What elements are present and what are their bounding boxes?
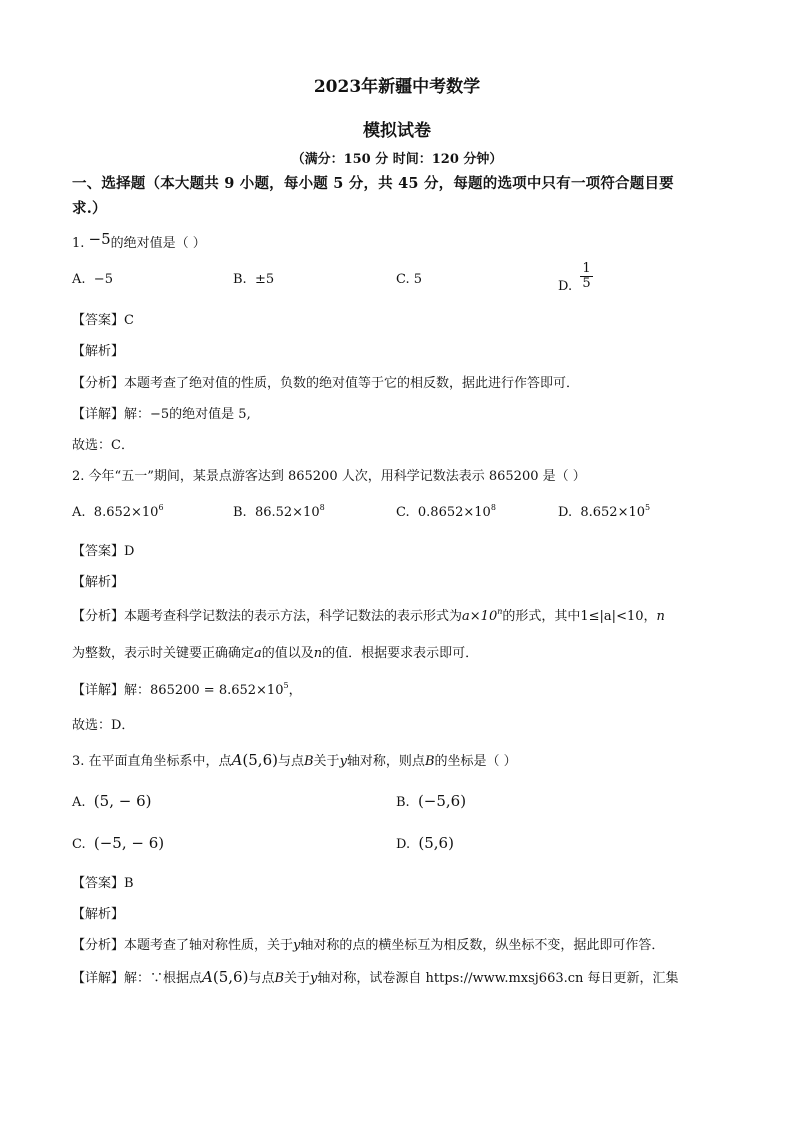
detail-text: 【详解】解：∵根据点A(5,6)与点B关于y轴对称，试卷源自 https://www.mxsj663.cn 每日更新，汇集 bbox=[72, 968, 679, 986]
option-c: C. $0.8652\times 10^8$ bbox=[396, 503, 496, 520]
option-b: B. (−5,6) bbox=[396, 792, 467, 810]
question-3: 3. 在平面直角坐标系中，点A(5,6)与点B关于y轴对称，则点B的坐标是（ ） bbox=[72, 751, 517, 769]
option-d: D. $8.652\times 10^5$ bbox=[558, 503, 651, 520]
option-b: B. $86.52\times 10^8$ bbox=[233, 503, 325, 520]
choice-result: 故选：D． bbox=[72, 718, 135, 733]
analysis-tag: 【解析】 bbox=[72, 344, 125, 359]
section-heading-cont: 求.） bbox=[72, 200, 107, 217]
exam-info: （满分：150 分 时间：120 分钟） bbox=[291, 152, 503, 167]
analysis-text: 【分析】本题考查了轴对称性质，关于y轴对称的点的横坐标互为相反数，纵坐标不变，据此即可作答． bbox=[72, 938, 665, 953]
question-number: 3. bbox=[72, 754, 85, 769]
question-2 bbox=[72, 465, 586, 484]
analysis-text: 【分析】本题考查科学记数法的表示方法，科学记数法的表示形式为$a\times 10^n$的形式，其中1≤|a|<10，n bbox=[72, 607, 665, 624]
section-heading: 一、选择题（本大题共 9 小题，每小题 5 分，共 45 分，每题的选项中只有一项符合题目要 bbox=[72, 175, 674, 192]
math-expr: −5 bbox=[88, 230, 111, 248]
analysis-tag: 【解析】 bbox=[72, 575, 125, 590]
option-a: A. $8.652\times 10^6$ bbox=[72, 503, 164, 520]
option-a: A. −5 bbox=[72, 272, 113, 287]
question-1 bbox=[72, 232, 206, 251]
question-number: 1. bbox=[72, 236, 85, 251]
detail-text: 【详解】解：$865200 = 8.652\times 10^5$， bbox=[72, 681, 302, 698]
option-a: A. (5, − 6) bbox=[72, 792, 152, 810]
choice-result: 故选：C． bbox=[72, 438, 134, 453]
answer-line: 【答案】C bbox=[72, 313, 134, 328]
fraction: $\frac{1}{5}$ bbox=[582, 261, 591, 292]
option-b: B. ±5 bbox=[233, 272, 275, 287]
exam-title: 2023年新疆中考数学 bbox=[313, 77, 481, 97]
option-d: D. (5,6) bbox=[396, 834, 454, 852]
detail-text: 【详解】解：−5的绝对值是 5, bbox=[72, 407, 251, 422]
analysis-text: 【分析】本题考查了绝对值的性质，负数的绝对值等于它的相反数，据此进行作答即可． bbox=[72, 376, 580, 391]
answer-line: 【答案】B bbox=[72, 876, 134, 891]
question-text: 今年“五一”期间，某景点游客达到 865200 人次，用科学记数法表示 865200 是（ ） bbox=[88, 469, 586, 484]
question-number: 2. bbox=[72, 469, 85, 484]
question-text: 的绝对值是（ ） bbox=[110, 236, 206, 251]
option-c: C. (−5, − 6) bbox=[72, 834, 165, 852]
exam-subtitle: 模拟试卷 bbox=[363, 121, 431, 141]
answer-line: 【答案】D bbox=[72, 544, 135, 559]
option-c: C. 5 bbox=[396, 272, 423, 287]
analysis-tag: 【解析】 bbox=[72, 907, 125, 922]
analysis-text-cont: 为整数，表示时关键要正确确定a的值以及n的值．根据要求表示即可． bbox=[72, 646, 479, 661]
option-d: D. $\frac{1}{5}$ bbox=[558, 261, 591, 295]
